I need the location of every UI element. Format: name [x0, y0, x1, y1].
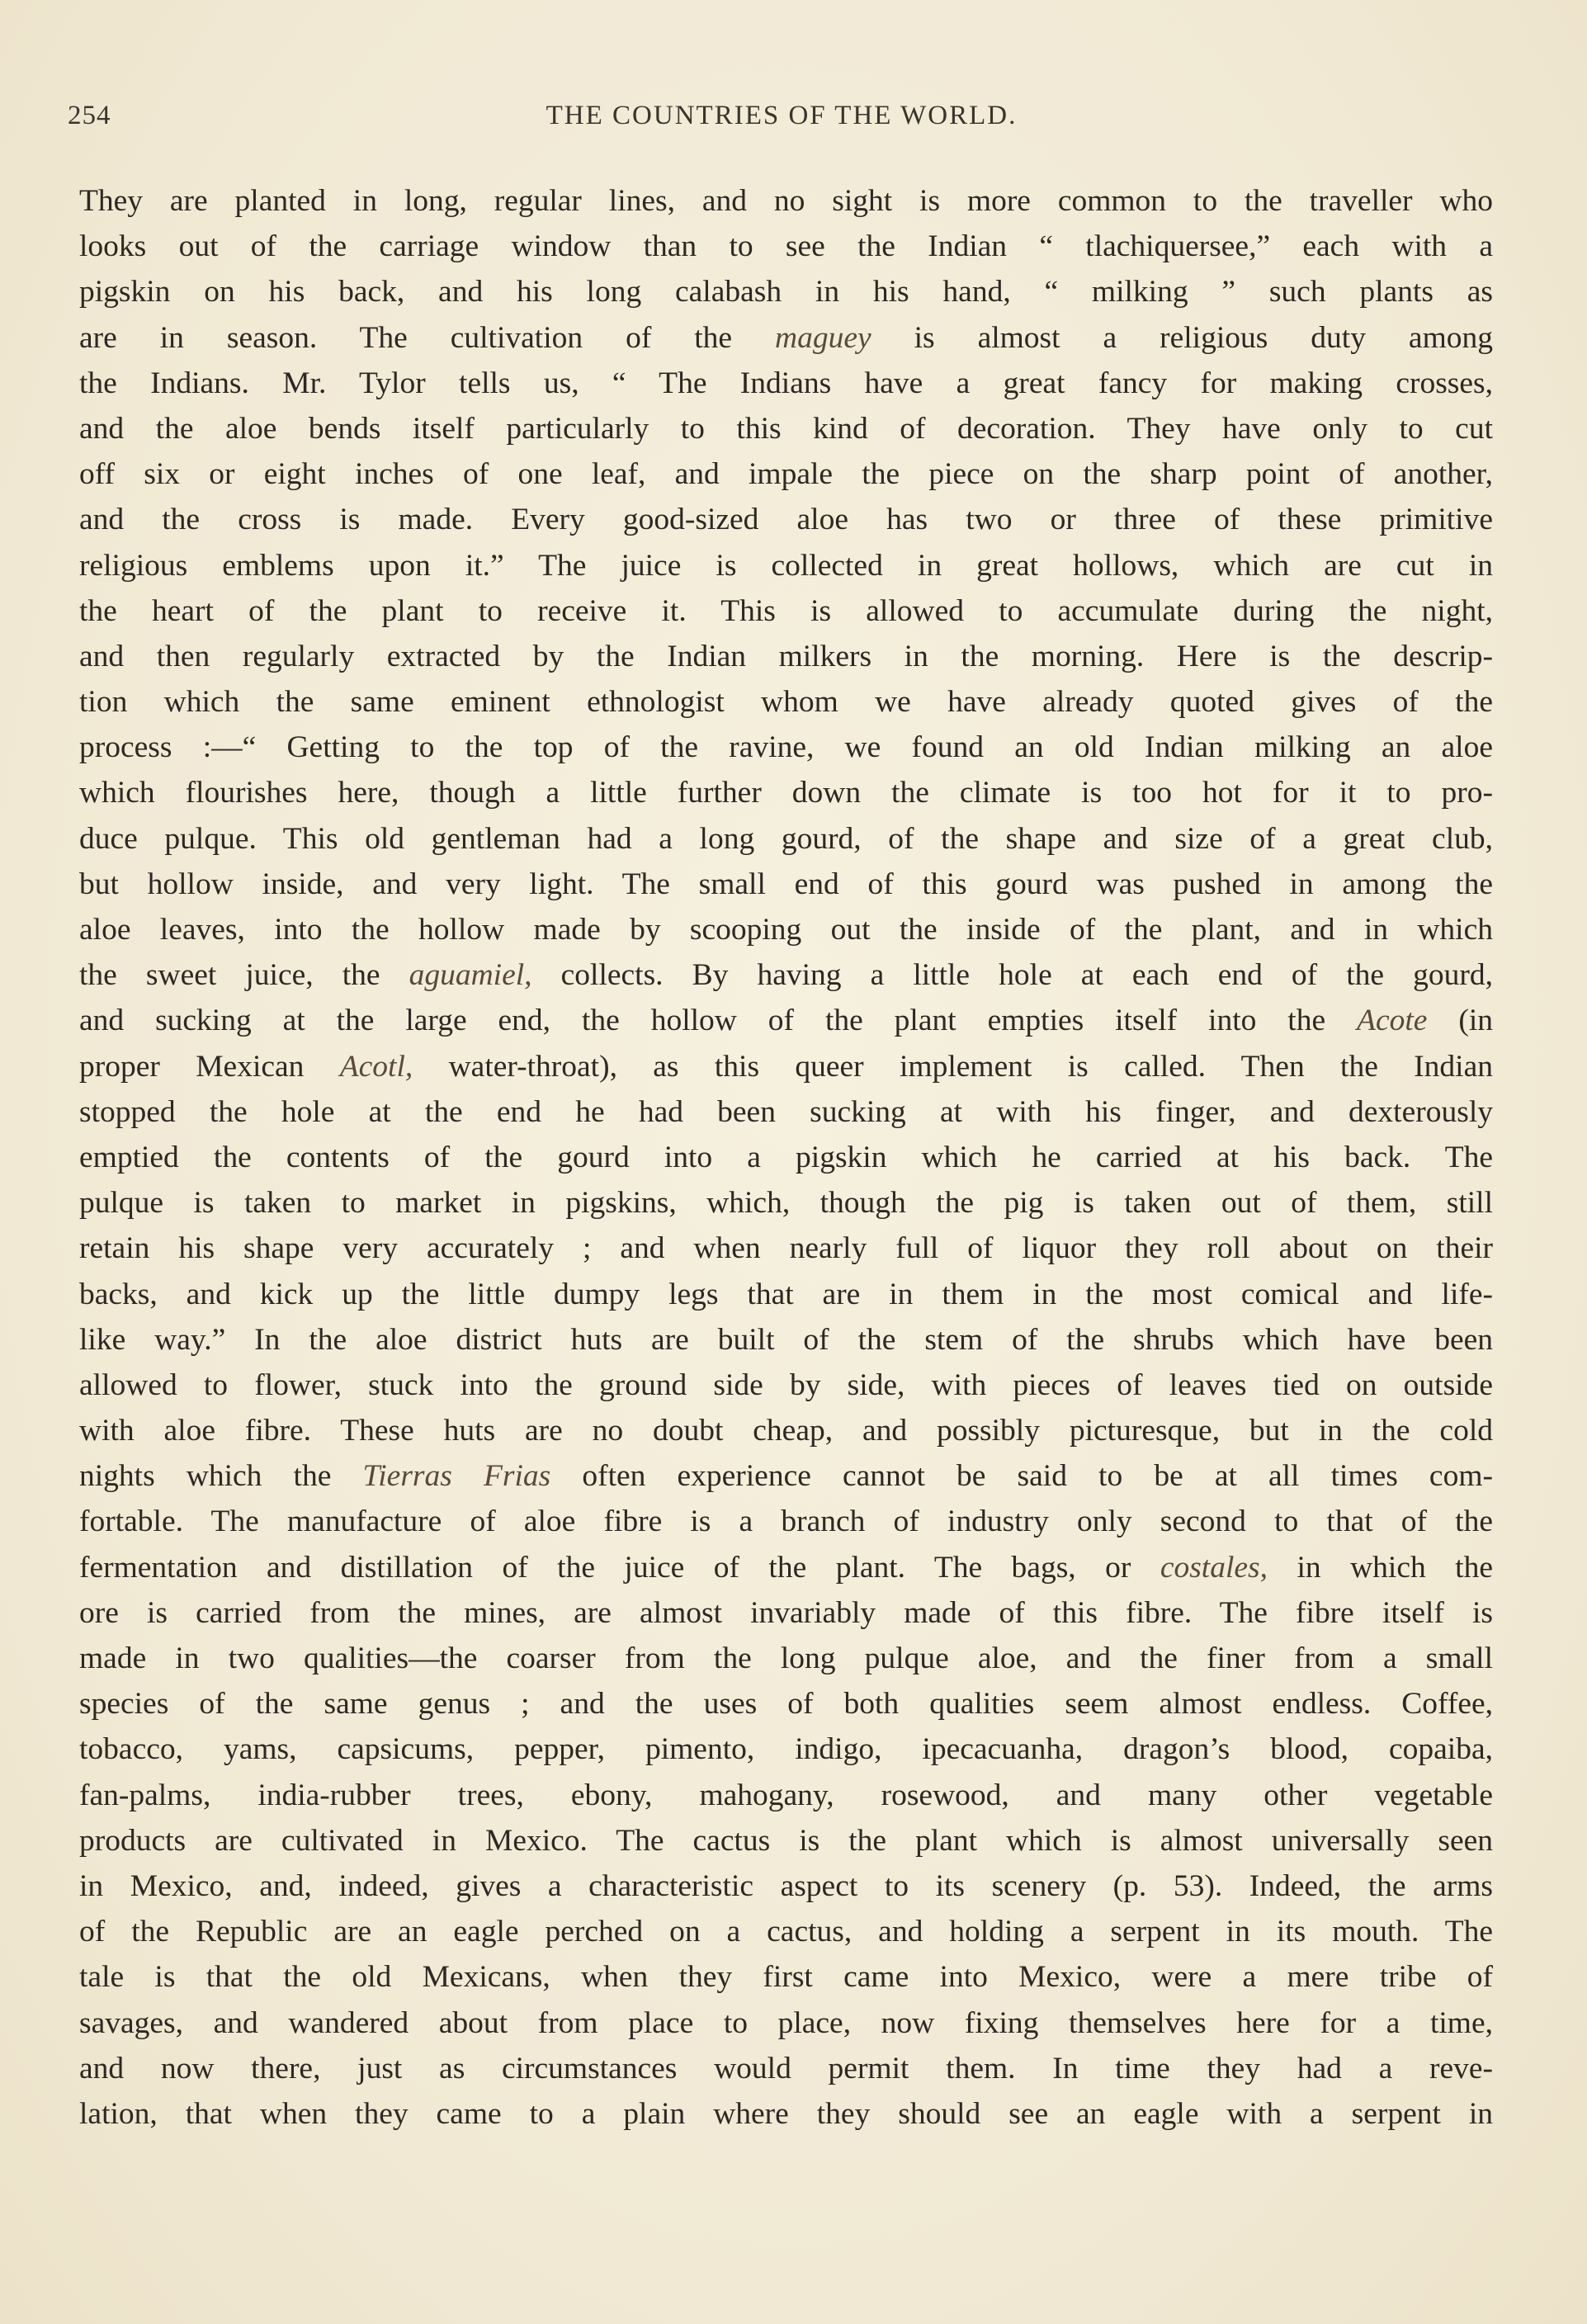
text-line: [79, 588, 1493, 634]
text-line: [79, 361, 1493, 406]
text-run: and sucking at the large end, the hollow of the plant empties itself into the: [79, 1004, 1358, 1038]
text-run: in which the: [1268, 1550, 1493, 1585]
text-run: ore is carried from the mines, are almost invariably made of this fibre. The fibre itself is: [79, 1595, 1493, 1630]
text-run: tale is that the old Mexicans, when they first came into Mexico, were a mere tribe of: [79, 1960, 1493, 1995]
text-run: allowed to flower, stuck into the ground side by side, with pieces of leaves tied on outside: [79, 1367, 1493, 1402]
text-line: [79, 1499, 1493, 1544]
text-run: pigskin on his back, and his long calabash in his hand, “ milking ” such plants as: [79, 275, 1493, 309]
text-run: which flourishes here, though a little further down the climate is too hot for it to pro-: [79, 776, 1493, 810]
text-run: and then regularly extracted by the Indian milkers in the morning. Here is the descrip-: [79, 639, 1493, 673]
text-run: and the cross is made. Every good-sized aloe has two or three of these primitive: [79, 503, 1493, 537]
text-run: aloe leaves, into the hollow made by scooping out the inside of the plant, and in which: [79, 913, 1493, 947]
text-run: savages, and wandered about from place to place, now fixing themselves here for a time,: [79, 2005, 1493, 2040]
text-line: [79, 2046, 1493, 2091]
text-run: the heart of the plant to receive it. This is allowed to accumulate during the night,: [79, 593, 1493, 628]
text-run: stopped the hole at the end he had been sucking at with his finger, and dexterously: [79, 1094, 1493, 1129]
text-run: looks out of the carriage window than to see the Indian “ tlachiquersee,” each with a: [79, 229, 1493, 264]
body-text: [79, 178, 1493, 2137]
text-line: [79, 1135, 1493, 1180]
text-line: [79, 998, 1493, 1043]
text-line: [79, 1636, 1493, 1681]
text-line: [79, 1590, 1493, 1636]
italic-term: costales,: [1160, 1550, 1268, 1585]
text-run: products are cultivated in Mexico. The cactus is the plant which is almost universally seen: [79, 1823, 1493, 1858]
text-run: is almost a religious duty among: [871, 320, 1493, 355]
text-line: [79, 224, 1493, 269]
text-run: lation, that when they came to a plain where they should see an eagle with a serpent in: [79, 2096, 1493, 2131]
text-run: backs, and kick up the little dumpy legs that are in them in the most comical and life-: [79, 1277, 1493, 1311]
text-line: [79, 1545, 1493, 1590]
text-line: [79, 725, 1493, 770]
text-line: [79, 770, 1493, 815]
text-run: emptied the contents of the gourd into a pigskin which he carried at his back. The: [79, 1140, 1493, 1174]
text-run: tobacco, yams, capsicums, pepper, pimento, indigo, ipecacuanha, dragon’s blood, copaiba,: [79, 1732, 1493, 1767]
text-run: the Indians. Mr. Tylor tells us, “ The Indians have a great fancy for making crosses,: [79, 366, 1493, 400]
text-run: but hollow inside, and very light. The small end of this gourd was pushed in among the: [79, 867, 1493, 901]
text-line: [79, 862, 1493, 907]
text-run: They are planted in long, regular lines, and no sight is more common to the traveller who: [79, 184, 1493, 218]
text-run: species of the same genus ; and the uses of both qualities seem almost endless. Coffee,: [79, 1687, 1493, 1722]
text-line: [79, 1863, 1493, 1909]
text-run: are in season. The cultivation of the: [79, 320, 776, 355]
text-line: [79, 1773, 1493, 1818]
text-line: [79, 1909, 1493, 1954]
text-run: (in: [1427, 1004, 1493, 1038]
text-run: tion which the same eminent ethnologist whom we have already quoted gives of the: [79, 685, 1493, 720]
text-line: [79, 1453, 1493, 1499]
text-run: religious emblems upon it.” The juice is collected in great hollows, which are cut in: [79, 548, 1493, 583]
text-run: water-throat), as this queer implement is called. Then the Indian: [413, 1049, 1493, 1084]
text-line: [79, 679, 1493, 725]
text-run: fermentation and distillation of the juice of the plant. The bags, or: [79, 1550, 1160, 1585]
text-run: nights which the: [79, 1459, 363, 1494]
text-run: with aloe fibre. These huts are no doubt cheap, and possibly picturesque, but in the cold: [79, 1414, 1493, 1448]
running-title: THE COUNTRIES OF THE WORLD.: [546, 101, 1018, 130]
italic-term: Acote: [1357, 1004, 1428, 1038]
text-run: in Mexico, and, indeed, gives a characteristic aspect to its scenery (p. 53). Indeed, the arms: [79, 1868, 1493, 1903]
text-line: [79, 2000, 1493, 2046]
italic-term: aguamiel,: [409, 958, 532, 993]
text-line: [79, 406, 1493, 451]
text-run: and now there, just as circumstances would permit them. In time they had a reve-: [79, 2051, 1493, 2085]
text-line: [79, 1363, 1493, 1408]
text-line: [79, 1180, 1493, 1226]
text-line: [79, 1226, 1493, 1271]
text-run: like way.” In the aloe district huts are built of the stem of the shrubs which have been: [79, 1322, 1493, 1357]
text-line: [79, 952, 1493, 998]
italic-term: Tierras Frias: [362, 1459, 551, 1494]
text-line: [79, 1681, 1493, 1726]
italic-term: Acotl,: [339, 1049, 413, 1084]
page-number: 254: [68, 101, 111, 130]
text-line: [79, 1954, 1493, 2000]
italic-term: maguey: [775, 320, 871, 355]
text-run: proper Mexican: [79, 1049, 340, 1084]
text-line: [79, 1089, 1493, 1135]
text-run: pulque is taken to market in pigskins, which, though the pig is taken out of them, still: [79, 1186, 1493, 1221]
text-line: [79, 816, 1493, 862]
text-run: off six or eight inches of one leaf, and impale the piece on the sharp point of another,: [79, 457, 1493, 492]
text-run: the sweet juice, the: [79, 958, 409, 993]
text-line: [79, 1408, 1493, 1453]
text-run: retain his shape very accurately ; and when nearly full of liquor they roll about on their: [79, 1231, 1493, 1266]
text-line: [79, 269, 1493, 314]
text-run: often experience cannot be said to be at all times com-: [550, 1459, 1493, 1494]
text-run: collects. By having a little hole at each end of the gourd,: [531, 958, 1494, 993]
text-line: [79, 315, 1493, 361]
text-run: of the Republic are an eagle perched on a cactus, and holding a serpent in its mouth. The: [79, 1915, 1493, 1949]
text-line: [79, 2091, 1493, 2137]
text-line: [79, 1726, 1493, 1772]
text-line: [79, 634, 1493, 679]
page-header: [68, 101, 1495, 142]
text-line: [79, 497, 1493, 542]
text-run: fortable. The manufacture of aloe fibre is a branch of industry only second to that of the: [79, 1504, 1493, 1539]
text-line: [79, 178, 1493, 224]
text-line: [79, 1044, 1493, 1089]
text-run: duce pulque. This old gentleman had a long gourd, of the shape and size of a great club,: [79, 821, 1493, 856]
text-line: [79, 543, 1493, 588]
text-line: [79, 907, 1493, 952]
text-run: and the aloe bends itself particularly to this kind of decoration. They have only to cut: [79, 411, 1493, 446]
text-run: made in two qualities—the coarser from the long pulque aloe, and the finer from a small: [79, 1641, 1493, 1675]
text-line: [79, 1818, 1493, 1863]
text-run: fan-palms, india-rubber trees, ebony, mahogany, rosewood, and many other vegetable: [79, 1778, 1493, 1812]
text-line: [79, 1272, 1493, 1317]
text-line: [79, 1317, 1493, 1363]
text-run: process :—“ Getting to the top of the ravine, we found an old Indian milking an aloe: [79, 730, 1493, 765]
text-line: [79, 451, 1493, 497]
